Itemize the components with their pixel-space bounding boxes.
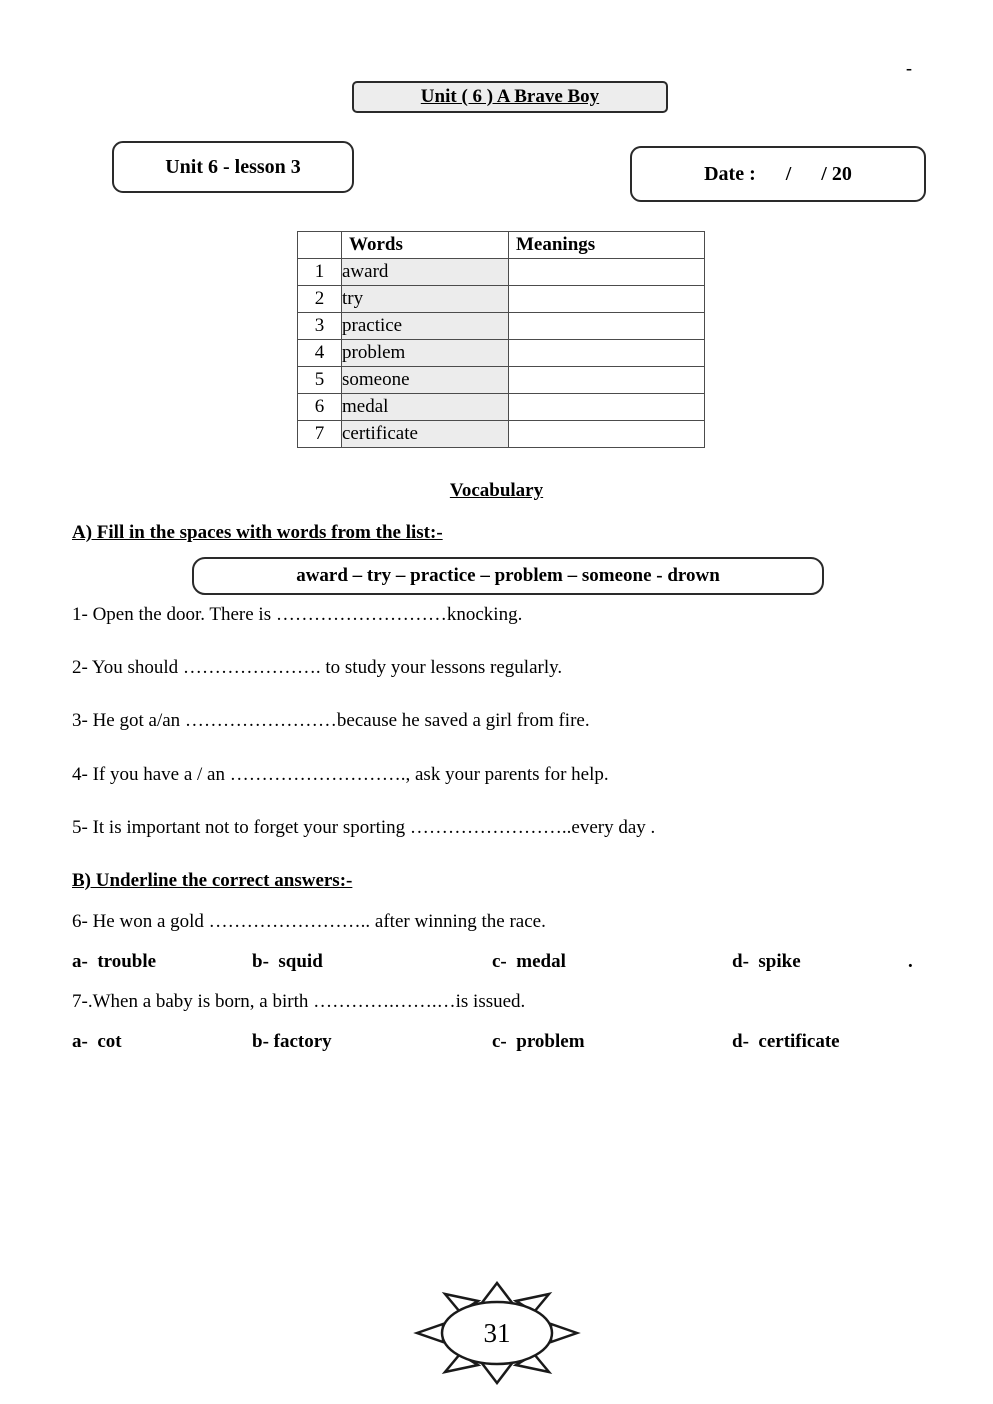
header-words: Words [342,232,509,259]
cell-meaning [509,340,705,367]
cell-num: 6 [298,394,342,421]
section-a-heading: A) Fill in the spaces with words from the list:- [72,522,443,543]
fill-item-1: 1- Open the door. There is ………………………knocking. [72,604,523,625]
question-6: 6- He won a gold …………………….. after winning the race. [72,911,546,932]
cell-word: try [342,286,509,313]
option-6a: a- trouble [72,951,157,972]
fill-item-2: 2- You should …………………. to study your lessons regularly. [72,657,563,678]
question-7-options [0,1031,993,1055]
cell-num: 2 [298,286,342,313]
word-bank-text: award – try – practice – problem – someone - drown [296,565,720,586]
table-header-row [298,232,705,259]
option-6-trailing-dot: . [908,951,913,972]
page-number: 31 [483,1318,511,1348]
cell-word: medal [342,394,509,421]
cell-num: 7 [298,421,342,448]
option-7c: c- problem [492,1031,585,1052]
date-label: Date : / / 20 [704,162,852,185]
cell-word: award [342,259,509,286]
word-bank-box [192,557,824,595]
cell-num: 3 [298,313,342,340]
unit-title: Unit ( 6 ) A Brave Boy [420,86,600,107]
table-row [298,421,705,448]
fill-item-4: 4- If you have a / an ………………………., ask your parents for help. [72,764,609,785]
cell-num: 1 [298,259,342,286]
header-meanings: Meanings [509,232,705,259]
cell-word: someone [342,367,509,394]
vocabulary-heading-text: Vocabulary [449,480,544,501]
option-6b: b- squid [252,951,323,972]
table-row [298,340,705,367]
cell-meaning [509,394,705,421]
cell-num: 5 [298,367,342,394]
date-box [630,146,926,202]
lesson-box [112,141,354,193]
cell-meaning [509,421,705,448]
cell-word: certificate [342,421,509,448]
lesson-label: Unit 6 - lesson 3 [165,155,301,178]
option-6c: c- medal [492,951,566,972]
option-7a: a- cot [72,1031,122,1052]
vocab-table [297,231,705,448]
option-7d: d- certificate [732,1031,840,1052]
table-row [298,313,705,340]
header-blank [298,232,342,259]
question-7: 7-.When a baby is born, a birth ………….…….…is issued. [72,991,526,1012]
fill-item-3: 3- He got a/an ……………………because he saved a girl from fire. [72,710,590,731]
unit-title-box [352,81,668,113]
cell-word: practice [342,313,509,340]
page-number-ornament [411,1281,583,1385]
table-row [298,286,705,313]
vocabulary-heading [0,480,993,502]
question-6-options [0,951,993,975]
sun-icon [411,1281,583,1385]
table-row [298,367,705,394]
section-b-heading: B) Underline the correct answers:- [72,870,353,891]
fill-item-5: 5- It is important not to forget your sporting ……………………..every day . [72,817,656,838]
option-7b: b- factory [252,1031,332,1052]
table-row [298,259,705,286]
cell-meaning [509,367,705,394]
table-row [298,394,705,421]
cell-meaning [509,313,705,340]
corner-dash: - [906,58,912,78]
cell-meaning [509,286,705,313]
cell-meaning [509,259,705,286]
option-6d: d- spike [732,951,801,972]
cell-num: 4 [298,340,342,367]
cell-word: problem [342,340,509,367]
